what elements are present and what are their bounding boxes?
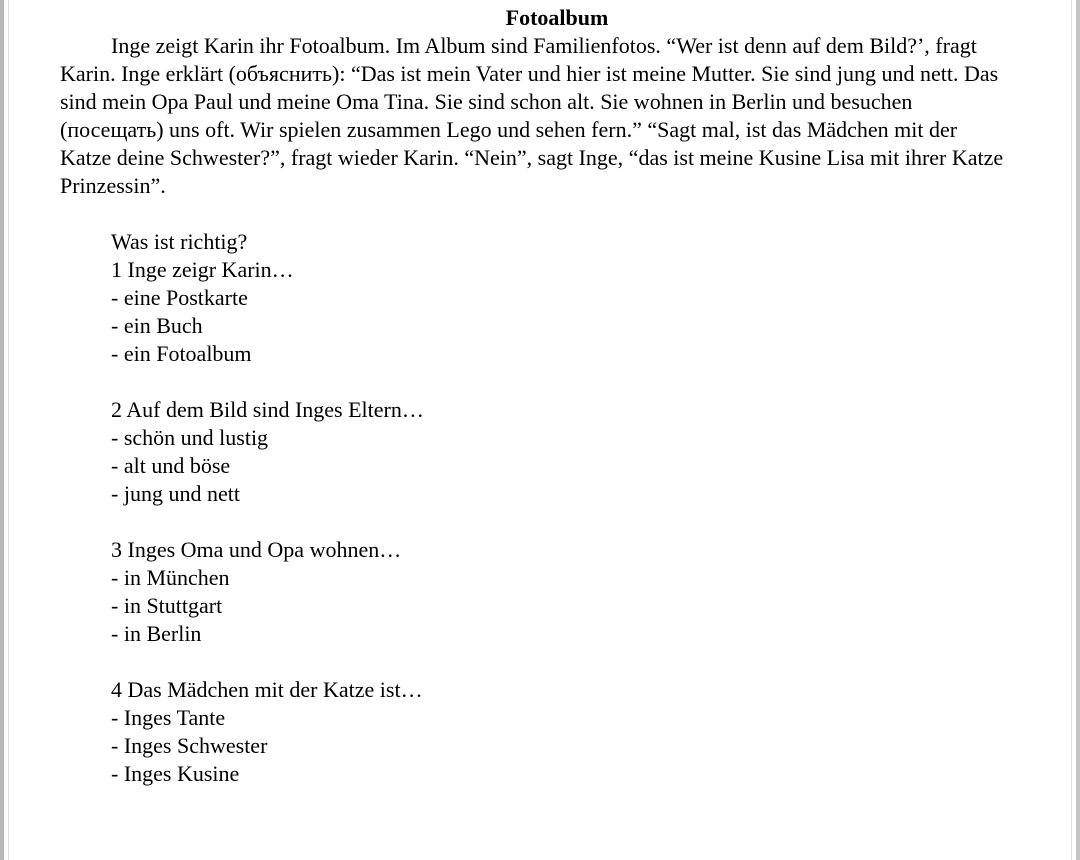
question-block — [111, 536, 1010, 648]
exercise-header: Was ist richtig? — [111, 229, 248, 254]
question-text: 4 Das Mädchen mit der Katze ist… — [111, 677, 423, 702]
document-title: Fotoalbum — [505, 5, 609, 30]
document-body — [60, 4, 1010, 788]
page-edge-left — [8, 0, 9, 860]
question-text: 3 Inges Oma und Opa wohnen… — [111, 537, 402, 562]
page-edge-right — [1071, 0, 1072, 860]
answer-option: - in Berlin — [111, 621, 202, 646]
answer-option: - eine Postkarte — [111, 285, 248, 310]
question-block — [111, 676, 1010, 788]
question-block — [111, 256, 1010, 368]
answer-option: - ein Buch — [111, 313, 203, 338]
exercise-section — [60, 228, 1010, 788]
question-block — [111, 396, 1010, 508]
answer-option: - ein Fotoalbum — [111, 341, 252, 366]
answer-option: - Inges Schwester — [111, 733, 268, 758]
answer-option: - in Stuttgart — [111, 593, 223, 618]
story-paragraph: Inge zeigt Karin ihr Fotoalbum. Im Album sind Familienfotos. “Wer ist denn auf dem Bild?’, fragt Karin. Inge erklärt (объяснить): “Das ist mein Vater und hier ist meine Mutter. Sie sind jung und nett. Das sind mein Opa Paul und meine Oma Tina. Sie sind schon alt. Sie wohnen in Berlin und besuchen (посещать) uns oft. Wir spielen zusammen Lego und sehen fern.” “Sagt mal, ist das Mädchen mit der Katze deine Schwester?”, fragt wieder Karin. “Nein”, sagt Inge, “das ist meine Kusine Lisa mit ihrer Katze Prinzessin”. — [60, 33, 1004, 198]
answer-option: - schön und lustig — [111, 425, 269, 450]
answer-option: - in München — [111, 565, 230, 590]
question-text: 1 Inge zeigr Karin… — [111, 257, 294, 282]
answer-option: - alt und böse — [111, 453, 231, 478]
question-text: 2 Auf dem Bild sind Inges Eltern… — [111, 397, 424, 422]
answer-option: - Inges Tante — [111, 705, 226, 730]
answer-option: - Inges Kusine — [111, 761, 240, 786]
answer-option: - jung und nett — [111, 481, 240, 506]
